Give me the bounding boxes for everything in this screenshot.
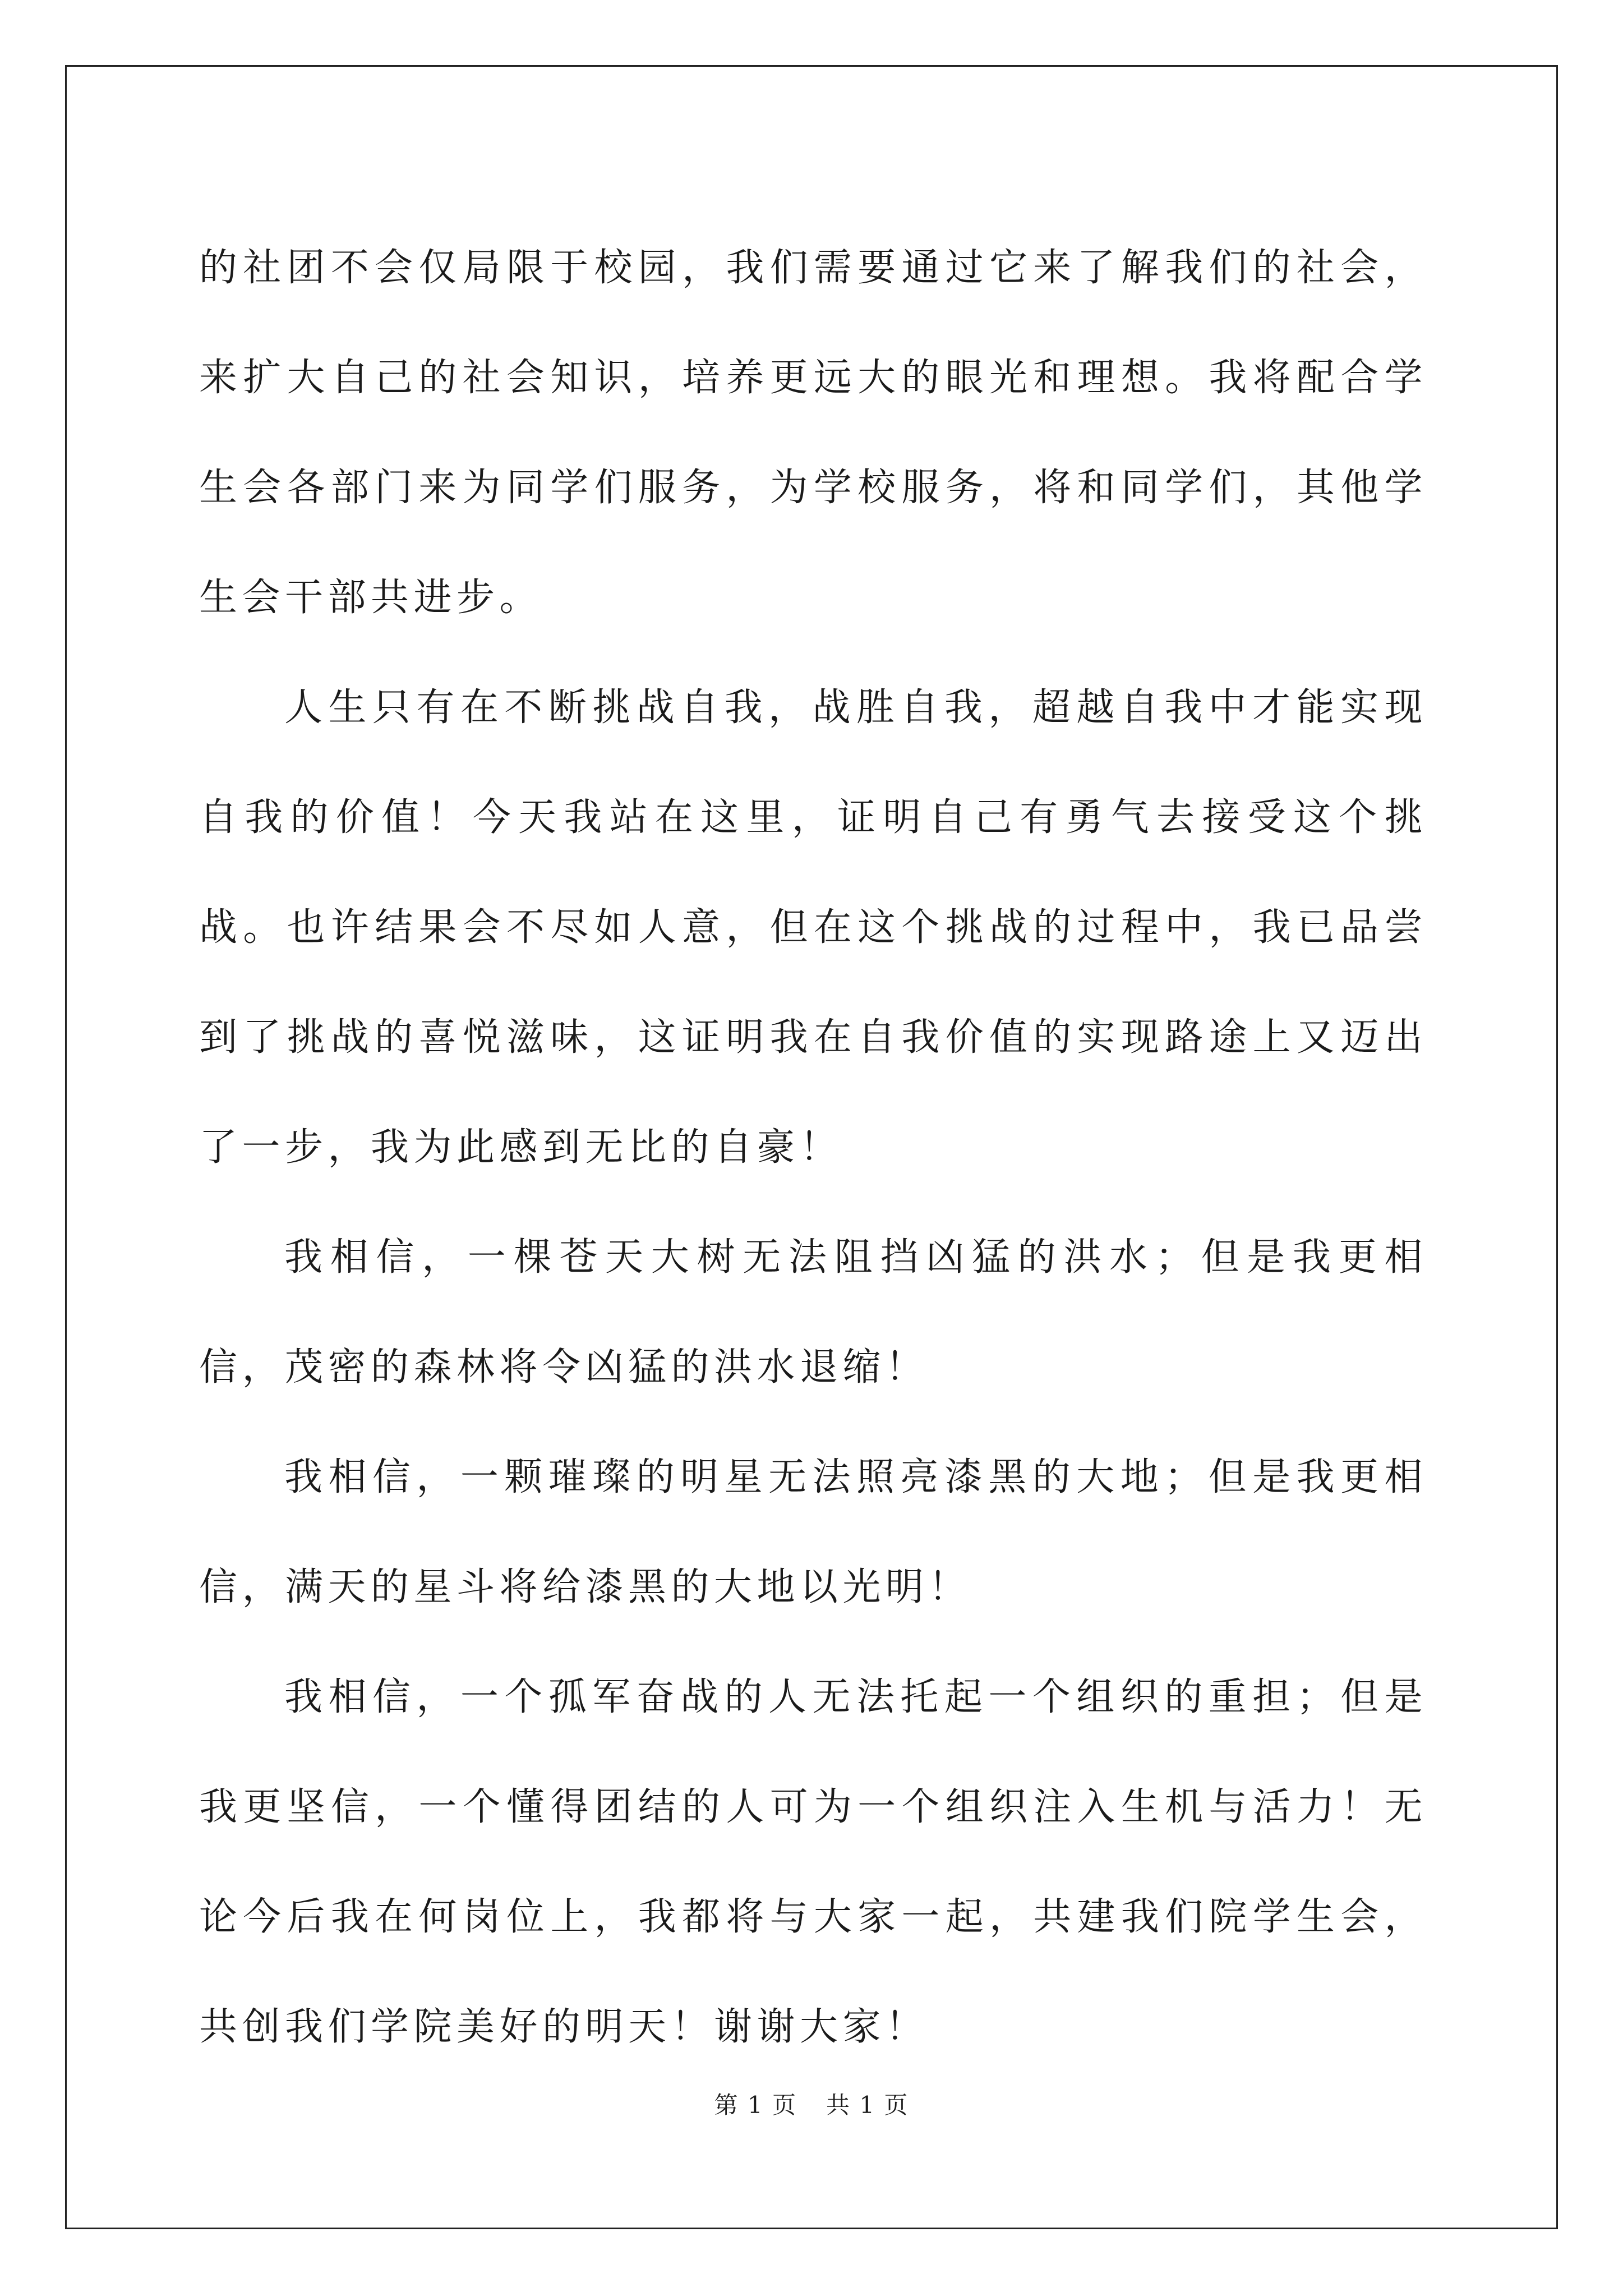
document-body (199, 213, 1427, 2082)
paragraph-2: 人生只有在不断挑战自我，战胜自我，超越自我中才能实现自我的价值！今天我站在这里，证明自己有勇气去接受这个挑战。也许结果会不尽如人意，但在这个挑战的过程中，我已品尝到了挑战的喜悦滋味，这证明我在自我价值的实现路途上又迈出了一步，我为此感到无比的自豪！ (199, 685, 1427, 1170)
page-total: 共 1 页 (826, 2091, 909, 2119)
paragraph-1: 的社团不会仅局限于校园，我们需要通过它来了解我们的社会，来扩大自己的社会知识，培养更远大的眼光和理想。我将配合学生会各部门来为同学们服务，为学校服务，将和同学们，其他学生会干部共进步。 (199, 246, 1427, 620)
page-footer (0, 2087, 1623, 2120)
paragraph-4: 我相信，一颗璀璨的明星无法照亮漆黑的大地；但是我更相信，满天的星斗将给漆黑的大地以光明！ (199, 1455, 1427, 1609)
paragraph-5: 我相信，一个孤军奋战的人无法托起一个组织的重担；但是我更坚信，一个懂得团结的人可为一个组织注入生机与活力！无论今后我在何岗位上，我都将与大家一起，共建我们院学生会，共创我们学院美好的明天！谢谢大家！ (199, 1675, 1427, 2049)
page-number: 第 1 页 (714, 2091, 797, 2119)
paragraph-3: 我相信，一棵苍天大树无法阻挡凶猛的洪水；但是我更相信，茂密的森林将令凶猛的洪水退缩！ (199, 1235, 1427, 1389)
